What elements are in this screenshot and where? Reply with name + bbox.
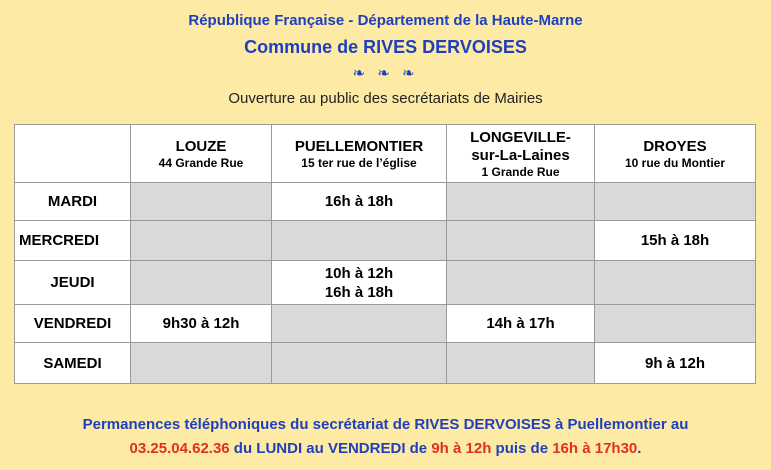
page-title: Commune de RIVES DERVOISES xyxy=(244,37,527,57)
footer-text: du LUNDI au VENDREDI de xyxy=(229,440,432,457)
opening-hours-table xyxy=(14,124,756,384)
column-header-droyes xyxy=(595,125,756,183)
column-name: PUELLEMONTIER xyxy=(294,137,424,155)
cell-hours: 9h30 à 12h xyxy=(131,305,272,343)
cell-hours: 9h à 12h xyxy=(595,343,756,384)
afternoon-hours: 16h à 17h30 xyxy=(552,440,638,457)
cell-closed xyxy=(447,221,595,261)
header-republique: République Française - Département de la Haute-Marne xyxy=(188,12,583,29)
table-row xyxy=(15,261,756,305)
table-header-row xyxy=(15,125,756,183)
cell-closed xyxy=(447,343,595,384)
day-label: MARDI xyxy=(15,183,131,221)
cell-closed xyxy=(595,261,756,305)
cell-hours: 15h à 18h xyxy=(595,221,756,261)
column-header-longeville xyxy=(447,125,595,183)
column-name: DROYES xyxy=(643,137,707,155)
footer-line2 xyxy=(0,440,771,457)
hours-line: 16h à 18h xyxy=(324,283,394,301)
cell-hours xyxy=(272,261,447,305)
cell-closed xyxy=(595,305,756,343)
cell-closed xyxy=(447,183,595,221)
cell-closed xyxy=(272,305,447,343)
column-name-line1: LONGEVILLE- xyxy=(470,128,571,146)
hours-line: 10h à 12h xyxy=(324,264,394,282)
cell-closed xyxy=(131,183,272,221)
cell-closed xyxy=(595,183,756,221)
column-name-line2: sur-La-Laines xyxy=(471,146,570,164)
table-row xyxy=(15,305,756,343)
column-address: 1 Grande Rue xyxy=(481,164,560,179)
morning-hours: 9h à 12h xyxy=(431,440,492,457)
cell-hours: 16h à 18h xyxy=(272,183,447,221)
column-name: LOUZE xyxy=(175,137,227,155)
cell-closed xyxy=(131,221,272,261)
cell-closed xyxy=(272,221,447,261)
column-address: 15 ter rue de l’église xyxy=(301,155,417,170)
day-label: SAMEDI xyxy=(15,343,131,384)
header-empty-cell xyxy=(15,125,131,183)
day-label: JEUDI xyxy=(15,261,131,305)
phone-number: 03.25.04.62.36 xyxy=(129,440,230,457)
day-label: MERCREDI xyxy=(15,221,131,261)
page-subtitle: Ouverture au public des secrétariats de Mairies xyxy=(228,90,543,107)
cell-closed xyxy=(131,343,272,384)
cell-closed xyxy=(272,343,447,384)
footer-text: . xyxy=(637,440,642,457)
fleuron-ornament-icon: ❧ ❧ ❧ xyxy=(352,65,419,82)
column-header-louze xyxy=(131,125,272,183)
table-row xyxy=(15,343,756,384)
table-row xyxy=(15,183,756,221)
footer-text: puis de xyxy=(491,440,553,457)
footer-line1: Permanences téléphoniques du secrétariat de RIVES DERVOISES à Puellemontier au xyxy=(82,416,689,433)
column-header-puellemontier xyxy=(272,125,447,183)
cell-hours: 14h à 17h xyxy=(447,305,595,343)
column-address: 10 rue du Montier xyxy=(624,155,725,170)
cell-closed xyxy=(447,261,595,305)
column-address: 44 Grande Rue xyxy=(158,155,244,170)
cell-closed xyxy=(131,261,272,305)
table-row xyxy=(15,221,756,261)
day-label: VENDREDI xyxy=(15,305,131,343)
